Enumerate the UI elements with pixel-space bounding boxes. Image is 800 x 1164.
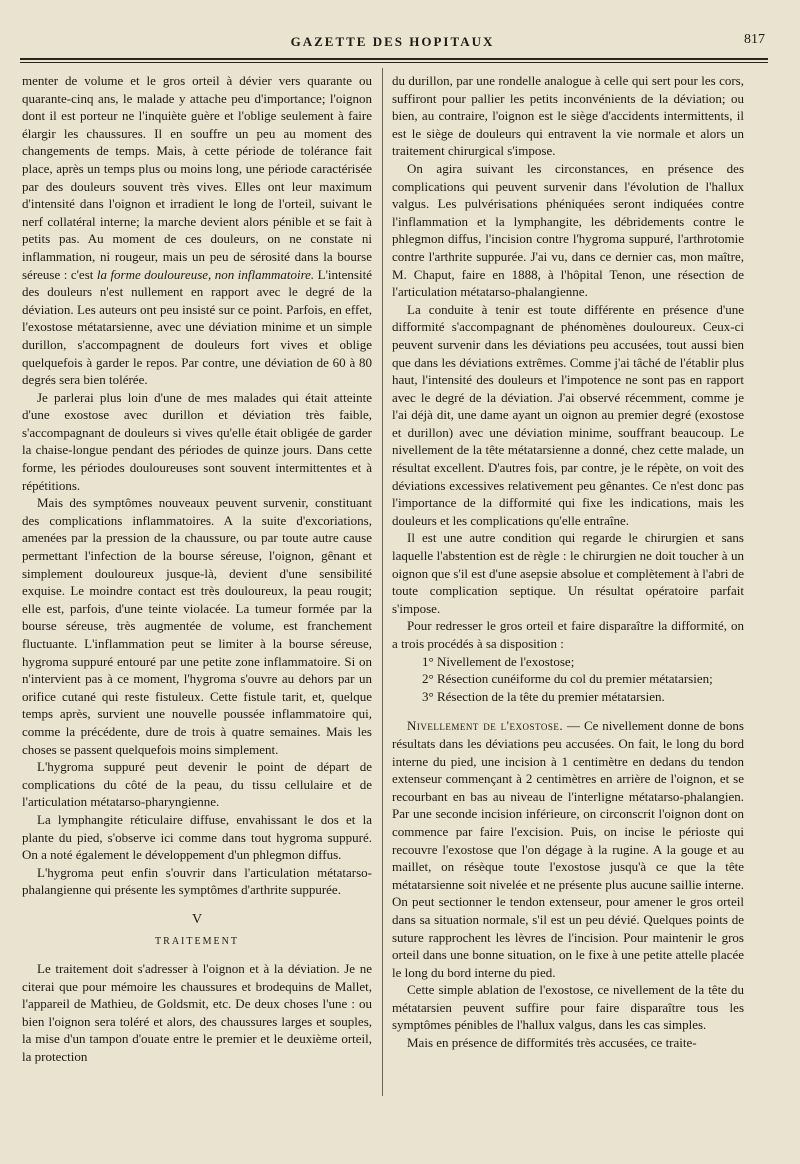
section-numeral: V [191,911,203,927]
paragraph: Mais en présence de difformités très accusées, ce traite- [407,1035,697,1051]
header-rule-thick [20,58,768,60]
paragraph: L'hygroma suppuré peut devenir le point de départ de complications du côté de la peau, du tissu cellulaire et de l'articulation métatarso-pharyngienne. [22,759,372,810]
section-title: TRAITEMENT [155,935,239,947]
subsection-heading: Nivellement de l'exostose. [407,718,564,734]
paragraph [22,72,372,389]
paragraph-text: — Ce nivellement donne de bons résultats dans les déviations peu accusées. On fait, le long du bord interne du pied, une incision à 1 centimètre en dedans du tendon extenseur commençant à 2 centimètres en arrière de l'oignon, et se recourbant en bas au niveau de l'interligne métatarso-phalangien. Par une seconde incision inférieure, on circonscrit l'oignon dont on commence par faire l'excision. Puis, on incise le périoste qui recouvre l'exostose que l'on dégage à la rugine. A la gouge et au maillet, on résèque toute l'exostose jusqu'à ce que la tête métatarsienne soit nivelée et ne présente plus aucune saillie interne. On peut sectionner le tendon extenseur, pour amener le gros orteil dans sa situation normale, s'il est un peu dévié. Quelques points de suture rapprochent les lèvres de l'incision. Pour maintenir le gros orteil dans une bonne situation, on le fixe à une petite attelle placée le long du bord interne du pied. [392,718,744,980]
paragraph: Le traitement doit s'adresser à l'oignon et à la déviation. Je ne citerai que pour mémoire les chaussures et brodequins de Mallet, l'appareil de Mathieu, de Goldsmit, etc. De deux choses l'une : ou bien l'oignon sera toléré et alors, des chaussures larges et souples, la mise d'un tampon d'ouate entre le premier et le deuxième orteil, la protection [22,961,372,1065]
column-divider [382,68,383,1096]
left-column [22,72,372,1066]
list-item: 3° Résection de la tête du premier métatarsien. [422,688,665,704]
header-rule-thin [20,62,768,63]
page-header [20,28,765,52]
paragraph-text: menter de volume et le gros orteil à dévier vers quarante ou quarante-cinq ans, le malade y attache peu d'importance; l'oignon dont il est porteur ne l'inquiète guère et l'oblige seulement à faire élargir les chaussures. Il en souffre un peu au moment des changements de temps. Mais, à cette période de tolérance fait place, après un temps plus ou moins long, une période caractérisée par des douleurs souvent très vives. Elles ont leur maximum d'intensité dans l'oignon et irradient le long de l'orteil, suivant le nerf collatéral interne; la marche devient alors pénible et se fait à petits pas. Au moment de ces douleurs, on ne constate ni inflammation, ni rougeur, mais un peu de sérosité dans la bourse séreuse : c'est [22,73,372,282]
list-item: 2° Résection cunéiforme du col du premier métatarsien; [422,671,713,687]
paragraph: Pour redresser le gros orteil et faire disparaître la difformité, on a trois procédés à sa disposition : [392,618,744,651]
paragraph: Cette simple ablation de l'exostose, ce nivellement de la tête du métatarsien peuvent suffire pour faire disparaître tous les symptômes pénibles de l'hallux valgus, dans les cas simples. [392,982,744,1033]
list-item: 1° Nivellement de l'exostose; [422,653,575,669]
paragraph: On agira suivant les circonstances, en présence des complications qui peuvent survenir dans l'évolution de l'hallux valgus. Les pulvérisations phéniquées seront indiquées contre l'inflammation et la lymphangite, les débridements contre le phlegmon diffus, l'incision contre l'hygroma suppuré, l'arthrotomie contre l'arthrite suppurée. J'ai vu, dans ce dernier cas, mon maître, M. Chaput, faire en 1888, à l'hôpital Tenon, une résection de l'articulation métatarso-phalangienne. [392,160,744,300]
page-number: 817 [744,32,765,47]
paragraph: du durillon, par une rondelle analogue à celle qui sert pour les cors, suffiront pour pallier les petits inconvénients de la déviation; ou bien, au contraire, l'oignon est le siège d'accidents intermittents, il est le siège de douleurs qui entravent la vie normale et alors un traitement chirurgical s'impose. [392,73,744,159]
emphasis-text: la forme douloureuse, non inflammatoire. [96,266,315,282]
paragraph: La lymphangite réticulaire diffuse, envahissant le dos et la plante du pied, s'observe ici comme dans tout hygroma suppuré. On a noté également le développement d'un phlegmon diffus. [22,811,372,863]
paragraph: Mais des symptômes nouveaux peuvent survenir, constituant des complications inflammatoires. A la suite d'excoriations, amenées par la pression de la chaussure, ou par toute autre cause permettant l'infection de la bourse séreuse, l'oignon, gênant et simplement douloureux jusque-là, devient d'une sensibilité exquise. Le moindre contact est très douloureux, la peau rougit; elle est, parfois, d'une teinte violacée. La tumeur formée par la bourse séreuse, très augmentée de volume, est franchement fluctuante. L'inflammation peut se limiter à la bourse séreuse, hygroma suppuré entouré par une petite zone inflammatoire. Si on n'intervient pas à ce moment, l'hygroma s'ouvre au dehors par un orifice cutané qui reste fistuleux. Cette fistule tarit, et, quelque temps après, survient une nouvelle poussée inflammatoire qui, comme la précédente, dure de trois à quatre semaines. Mais les choses se passent quelquefois moins simplement. [22,495,372,757]
right-column [392,72,744,1052]
paragraph-text: L'intensité des douleurs n'est nullement en rapport avec le degré de la déviation. Les auteurs ont peu insisté sur ce point. Parfois, en effet, l'exostose métatarsienne, avec une déviation minime et un simple durillon, s'accompagnent de douleurs fort vives et oblige quelquefois à garder le repos. Par contre, une déviation de 60 à 80 degrés sera bien tolérée. [22,266,372,388]
paragraph [392,717,744,981]
paragraph: La conduite à tenir est toute différente en présence d'une difformité s'accompagnant de phénomènes douloureux. Ceux-ci peuvent survenir dans les déviations peu accusées, tout aussi bien que dans les déviations extrêmes. Comme j'ai tâché de l'établir plus haut, l'intensité des douleurs et l'impotence ne sont pas en rapport avec le degré de la déviation. J'ai observé récemment, comme je l'ai déjà dit, une dame ayant un oignon au premier degré (exostose et durillon) avec une déviation minime, souffrant beaucoup. Le nivellement de la tête métatarsienne a donné, chez cette malade, un résultat excellent. D'autres fois, par contre, je le répète, on voit des déviations excessives relativement peu gênantes. Ce n'est donc pas l'importance de la difformité qui fixe les indications, mais les douleurs et les complications qu'elle entraîne. [392,301,744,528]
paragraph: Je parlerai plus loin d'une de mes malades qui était atteinte d'une exostose avec durillon et déviation très faible, s'accompagnant de douleurs si vives qu'elle était obligée de garder la chaise-longue pendant des périodes de quinze jours. Dans cette forme, les périodes douloureuses sont souvent intermittentes et à répétitions. [22,389,372,493]
paragraph: L'hygroma peut enfin s'ouvrir dans l'articulation métatarso-phalangienne qui présente les symptômes d'arthrite suppurée. [22,864,372,898]
running-title: GAZETTE DES HOPITAUX [290,34,495,49]
paragraph: Il est une autre condition qui regarde le chirurgien et sans laquelle l'abstention est de règle : le chirurgien ne doit toucher à un oignon que s'il est d'une asepsie absolue et complètement à l'abri de toute complication septique. Un résultat opératoire parfait s'impose. [392,530,744,616]
